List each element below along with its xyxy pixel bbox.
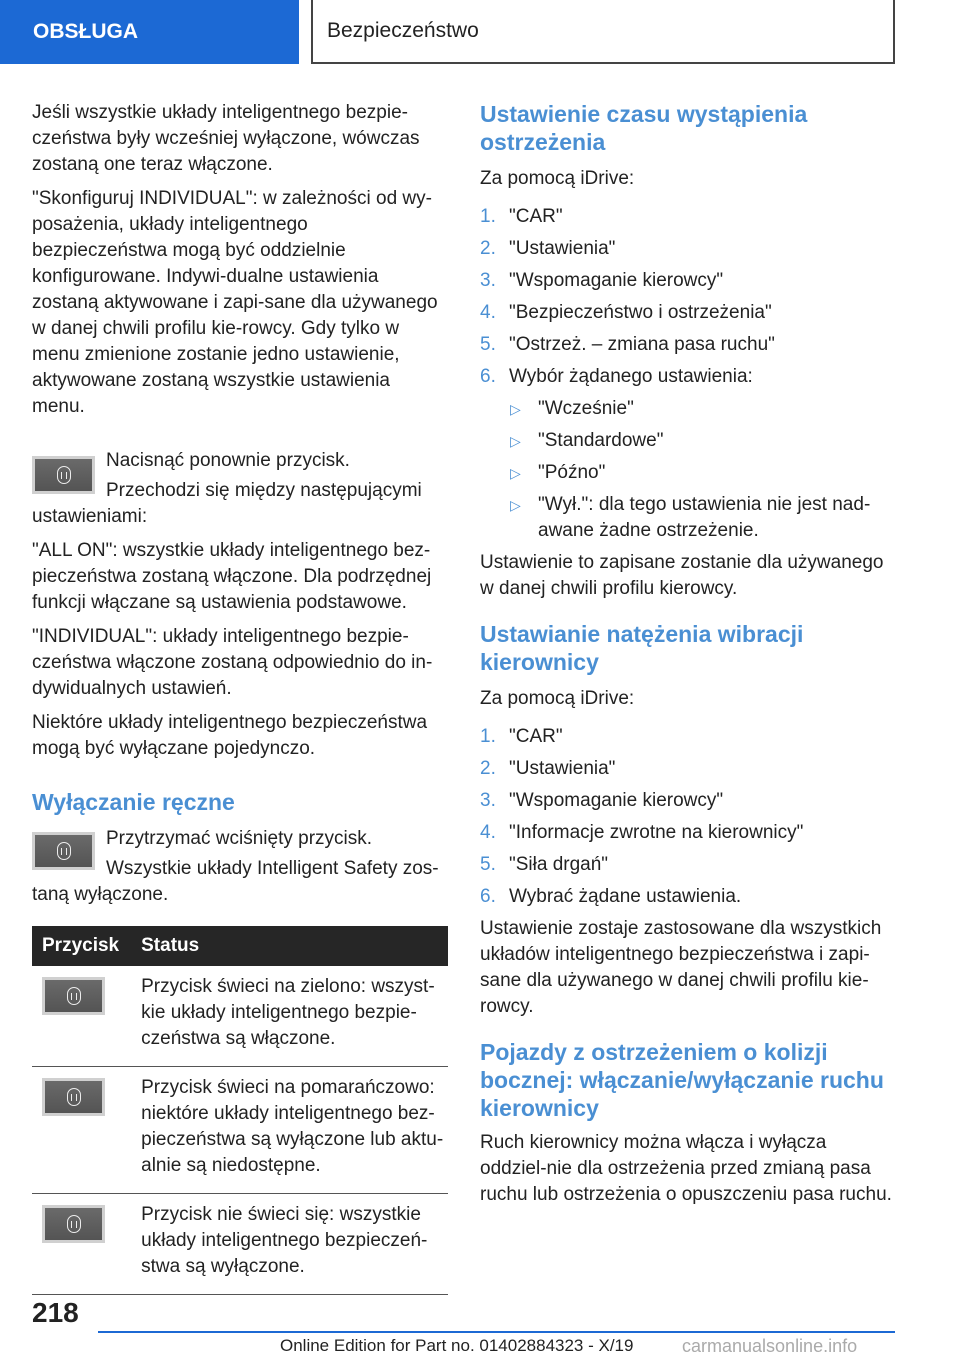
- list-item: ▷ "Wył.": dla tego ustawienia nie jest nad-awane żadne ostrzeżenie.: [510, 494, 871, 541]
- paragraph: Ustawienie zostaje zastosowane dla wszystkich układów inteligentnego bezpieczeństwa i zapi-sane dla używanego w danej chwili profilu kie-rowcy.: [480, 918, 882, 1017]
- section-heading: Ustawianie natężenia wibracji kierownicy: [480, 621, 804, 675]
- sub-list: [480, 396, 898, 544]
- section-tab: OBSŁUGA: [0, 0, 299, 64]
- section-heading: Pojazdy z ostrzeżeniem o kolizji bocznej: włączanie/wyłączanie ruchu kierownicy: [480, 1039, 884, 1121]
- button-instruction: [32, 826, 448, 856]
- watermark: carmanualsonline.info: [682, 1336, 858, 1356]
- paragraph: Jeśli wszystkie układy inteligentnego bezpie-czeństwa były wcześniej wyłączone, wówczas zostaną one teraz włączone.: [32, 102, 420, 175]
- list-item: ▷ "Standardowe": [480, 428, 898, 454]
- button-off-icon: [42, 1205, 105, 1243]
- list-item: 2. "Ustawienia": [480, 758, 616, 779]
- list-item: 1. "CAR": [480, 206, 563, 227]
- table-row: [32, 1067, 448, 1194]
- table-header-row: [32, 926, 448, 966]
- table-header-cell: Przycisk: [32, 926, 129, 966]
- triangle-bullet-icon: ▷: [510, 401, 521, 417]
- intelligent-safety-button-icon: [32, 832, 95, 870]
- paragraph: Za pomocą iDrive:: [480, 168, 635, 189]
- paragraph: Ustawienie to zapisane zostanie dla używanego w danej chwili profilu kierowcy.: [480, 552, 884, 599]
- button-orange-icon: [42, 1078, 105, 1116]
- list-item: 3. "Wspomaganie kierowcy": [480, 790, 724, 811]
- section-heading: Wyłączanie ręczne: [32, 789, 235, 815]
- section-heading: Ustawienie czasu wystąpienia ostrzeżenia: [480, 101, 808, 155]
- status-table: [32, 926, 448, 1295]
- table-cell: Przycisk świeci na pomarańczowo: niektóre układy inteligentnego bez-pieczeństwa są wyłączone lub aktu-alnie są niedostępne.: [129, 1067, 448, 1194]
- table-header-cell: Status: [129, 926, 448, 966]
- table-cell: Przycisk świeci na zielono: wszyst-kie układy inteligentnego bezpie-czeństwa są włączone.: [129, 966, 448, 1067]
- paragraph: Za pomocą iDrive:: [480, 688, 635, 709]
- steps-list: [480, 724, 898, 910]
- table-cell: [32, 1067, 129, 1194]
- table-cell: Przycisk nie świeci się: wszystkie układy inteligentnego bezpieczeń-stwa są wyłączone.: [129, 1194, 448, 1295]
- list-item: 2. "Ustawienia": [480, 238, 616, 259]
- steps-list: [480, 204, 898, 390]
- paragraph: Wszystkie układy Intelligent Safety zos-taną wyłączone.: [32, 858, 439, 905]
- list-item: 1. "CAR": [480, 726, 563, 747]
- button-green-icon: [42, 977, 105, 1015]
- paragraph: Niektóre układy inteligentnego bezpieczeństwa mogą być wyłączane pojedynczo.: [32, 712, 428, 759]
- list-item: 4. "Bezpieczeństwo i ostrzeżenia": [480, 302, 772, 323]
- paragraph: "INDIVIDUAL": układy inteligentnego bezpie-czeństwa włączone zostaną odpowiednio do in-dywidualnych ustawień.: [32, 626, 433, 699]
- paragraph: "Skonfiguruj INDIVIDUAL": w zależności od wy-posażenia, układy inteligentnego bezpieczeństwa mogą być oddzielnie konfigurowane. Indywi-dualne ustawienia zostaną aktywowane i zapi-sane dla używanego w danej chwili profilu kie-rowcy. Gdy tylko w menu zmienione zostanie jedno ustawienie, aktywowane zostaną wszystkie ustawienia menu.: [32, 188, 438, 417]
- intelligent-safety-button-icon: [32, 456, 95, 494]
- list-item: ▷ "Późno": [480, 460, 898, 486]
- page-header-title: Bezpieczeństwo: [311, 0, 895, 64]
- triangle-bullet-icon: ▷: [510, 497, 521, 513]
- paragraph: Przechodzi się między następującymi ustawieniami:: [32, 480, 422, 527]
- table-row: [32, 966, 448, 1067]
- button-instruction: [32, 438, 448, 478]
- triangle-bullet-icon: ▷: [510, 433, 521, 449]
- table-cell: [32, 1194, 129, 1295]
- instruction-text: Przytrzymać wciśnięty przycisk.: [106, 828, 373, 849]
- triangle-bullet-icon: ▷: [510, 465, 521, 481]
- paragraph: Ruch kierownicy można włącza i wyłącza oddziel-nie dla ostrzeżenia przed zmianą pasa ruchu lub ostrzeżenia o opuszczeniu pasa ruchu.: [480, 1132, 892, 1205]
- list-item: 5. "Siła drgań": [480, 854, 609, 875]
- table-cell: [32, 966, 129, 1067]
- instruction-text: Nacisnąć ponownie przycisk.: [106, 450, 350, 471]
- list-item: 6. Wybrać żądane ustawienia.: [480, 886, 742, 907]
- right-column: [480, 100, 898, 1216]
- list-item: 6. Wybór żądanego ustawienia:: [480, 366, 753, 387]
- edition-note: Online Edition for Part no. 01402884323 - X/19: [280, 1336, 634, 1355]
- left-column: [32, 100, 448, 1295]
- list-item: 4. "Informacje zwrotne na kierownicy": [480, 822, 804, 843]
- table-row: [32, 1194, 448, 1295]
- paragraph: "ALL ON": wszystkie układy inteligentnego bez-pieczeństwa zostaną włączone. Dla podrzędnej funkcji włączane są ustawienia podstawowe.: [32, 540, 432, 613]
- list-item: ▷ "Wcześnie": [480, 396, 898, 422]
- page-number: 218: [32, 1297, 79, 1328]
- footer-divider: [98, 1331, 895, 1333]
- list-item: 3. "Wspomaganie kierowcy": [480, 270, 724, 291]
- list-item: 5. "Ostrzeż. – zmiana pasa ruchu": [480, 334, 775, 355]
